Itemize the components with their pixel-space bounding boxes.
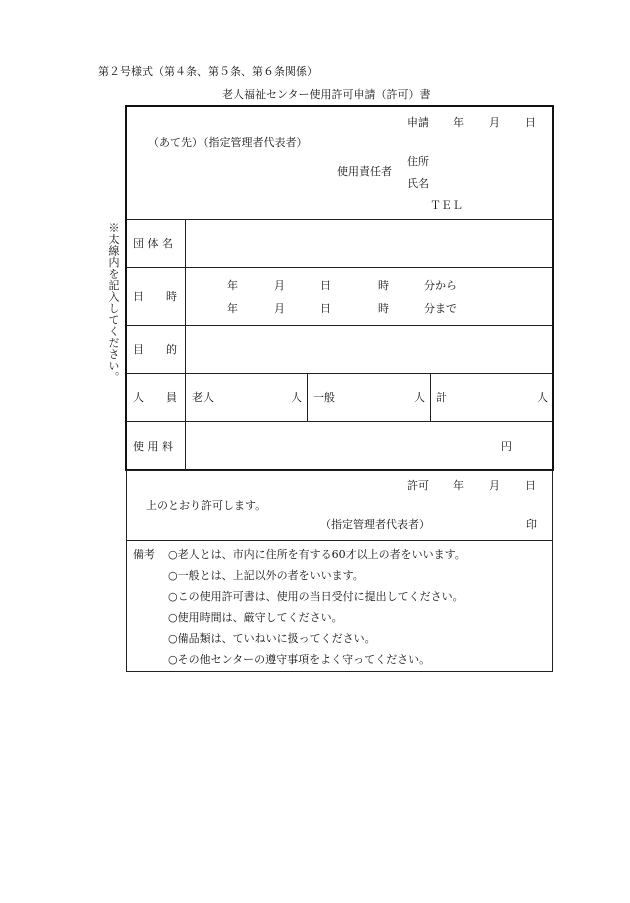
end-day: 日 — [320, 302, 331, 315]
fee-unit: 円 — [501, 440, 512, 453]
row-divider — [126, 219, 553, 220]
tel-label: ＴＥＬ — [430, 199, 463, 212]
members-divider — [430, 374, 431, 421]
remarks-divider — [126, 540, 553, 541]
group-name-label: 団 体 名 — [133, 237, 173, 250]
group-name-field[interactable] — [187, 221, 551, 266]
members-divider — [307, 374, 308, 421]
remarks-label: 備考 — [133, 548, 155, 561]
page-title: 老人福祉センター使用許可申請（許可）書 — [222, 88, 431, 101]
remark-item: ○備品類は、ていねいに扱ってください。 — [168, 632, 376, 645]
start-minute: 分から — [424, 279, 457, 292]
elderly-unit: 人 — [291, 391, 302, 404]
end-year: 年 — [227, 302, 238, 315]
fee-label: 使 用 料 — [133, 440, 173, 453]
members-label: 人 員 — [133, 391, 177, 404]
permission-signer: （指定管理者代表者） — [320, 518, 430, 531]
addressee: （あて先）（指定管理者代表者） — [148, 136, 308, 149]
remark-item: ○この使用許可書は、使用の当日受付に提出してください。 — [168, 590, 464, 603]
start-month: 月 — [274, 279, 285, 292]
permission-month: 月 — [489, 479, 500, 492]
datetime-label: 日 時 — [133, 290, 177, 303]
row-divider — [126, 373, 553, 374]
end-hour: 時 — [378, 302, 389, 315]
responsible-person-label: 使用責任者 — [337, 165, 392, 178]
seal-mark: 印 — [526, 518, 537, 531]
total-label: 計 — [436, 391, 447, 404]
purpose-field[interactable] — [187, 327, 551, 372]
name-label: 氏名 — [407, 177, 429, 190]
general-unit: 人 — [414, 391, 425, 404]
permission-year: 年 — [453, 479, 464, 492]
remark-item: ○老人とは、市内に住所を有する60才以上の者をいいます。 — [168, 548, 466, 561]
label-column-divider — [185, 220, 186, 470]
start-day: 日 — [320, 279, 331, 292]
application-label: 申請 — [407, 116, 429, 129]
form-number: 第２号様式（第４条、第５条、第６条関係） — [98, 65, 318, 78]
address-label: 住所 — [407, 155, 429, 168]
start-year: 年 — [227, 279, 238, 292]
permission-statement: 上のとおり許可します。 — [146, 499, 267, 512]
elderly-label: 老人 — [192, 391, 214, 404]
required-entry-area — [125, 105, 554, 471]
purpose-label: 目 的 — [133, 343, 177, 356]
permission-label: 許可 — [407, 479, 429, 492]
row-divider — [126, 267, 553, 268]
application-month: 月 — [489, 116, 500, 129]
row-divider — [126, 421, 553, 422]
remark-item: ○一般とは、上記以外の者をいいます。 — [168, 569, 364, 582]
remark-item: ○その他センターの遵守事項をよく守ってください。 — [168, 653, 431, 666]
start-hour: 時 — [378, 279, 389, 292]
application-day: 日 — [525, 116, 536, 129]
end-month: 月 — [274, 302, 285, 315]
permission-day: 日 — [525, 479, 536, 492]
side-note: ※太線内を記入してください。 — [107, 222, 120, 383]
general-label: 一般 — [313, 391, 335, 404]
end-minute: 分まで — [424, 302, 457, 315]
remark-item: ○使用時間は、厳守してください。 — [168, 611, 343, 624]
row-divider — [126, 325, 553, 326]
total-unit: 人 — [537, 391, 548, 404]
application-year: 年 — [453, 116, 464, 129]
